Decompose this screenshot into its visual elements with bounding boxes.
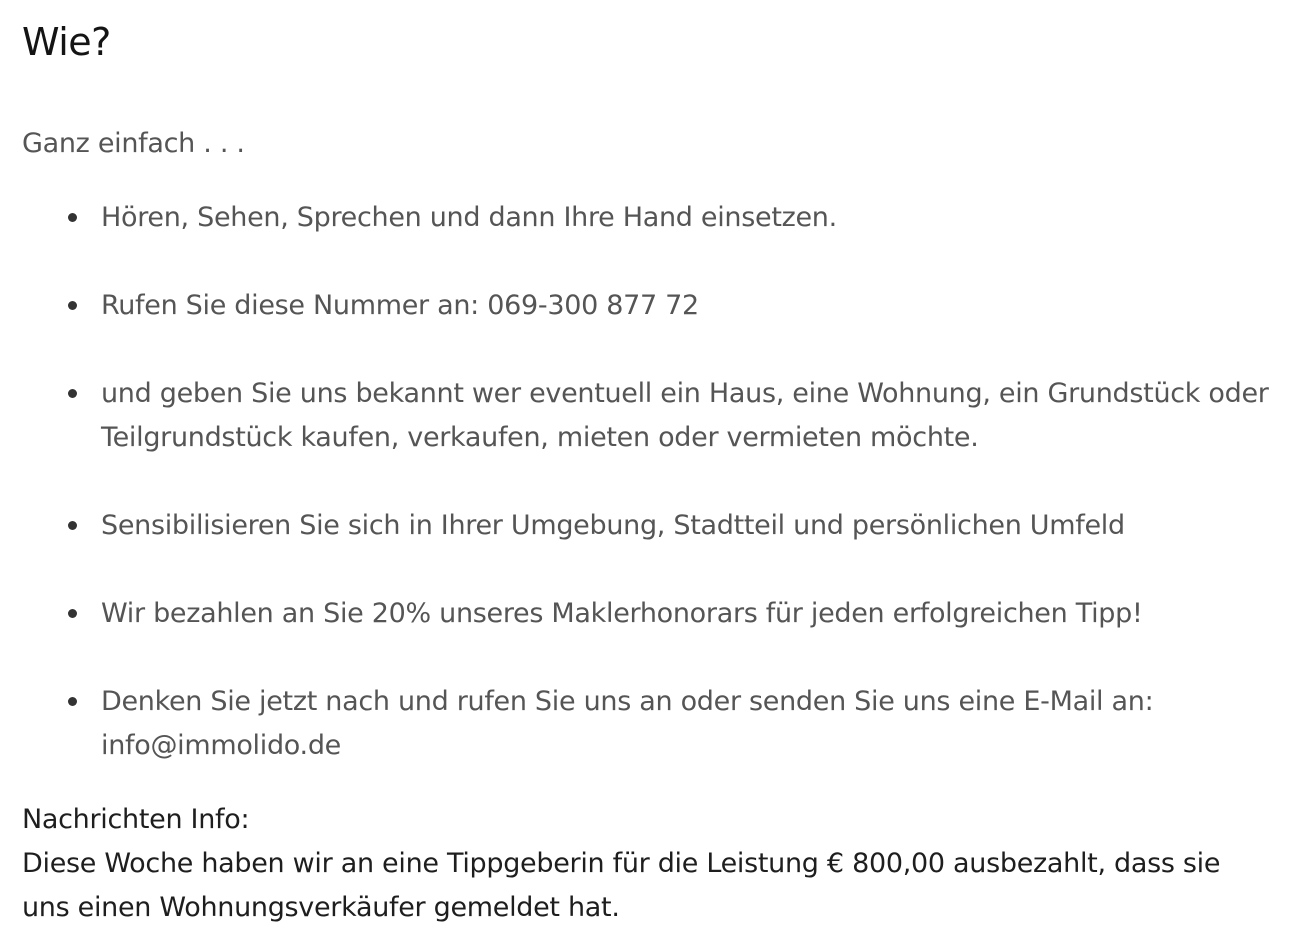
list-item — [22, 592, 1272, 636]
bullet-icon — [68, 389, 77, 398]
bullet-icon — [68, 213, 77, 222]
list-item — [22, 504, 1272, 548]
bullet-icon — [68, 697, 77, 706]
bullet-icon — [68, 609, 77, 618]
section-heading: Wie? — [22, 20, 111, 64]
list-item — [22, 284, 1272, 328]
news-info — [22, 798, 1272, 930]
news-text: Diese Woche haben wir an eine Tippgeberin für die Leistung € 800,00 ausbezahlt, dass sie uns einen Wohnungsverkäufer gemeldet hat. — [22, 848, 1221, 923]
bullet-icon — [68, 301, 77, 310]
list-item — [22, 196, 1272, 240]
list-item-text: Sensibilisieren Sie sich in Ihrer Umgebung, Stadtteil und persönlichen Umfeld — [101, 510, 1125, 541]
steps-list — [22, 196, 1272, 812]
list-item-text: Rufen Sie diese Nummer an: 069-300 877 72 — [101, 290, 699, 321]
bullet-icon — [68, 521, 77, 530]
list-item-text: Denken Sie jetzt nach und rufen Sie uns an oder senden Sie uns eine E-Mail an: info@immolido.de — [101, 686, 1154, 761]
list-item — [22, 372, 1272, 460]
intro-text: Ganz einfach . . . — [22, 128, 245, 159]
list-item — [22, 680, 1272, 768]
list-item-text: Hören, Sehen, Sprechen und dann Ihre Hand einsetzen. — [101, 202, 837, 233]
news-label: Nachrichten Info: — [22, 804, 250, 835]
list-item-text: Wir bezahlen an Sie 20% unseres Maklerhonorars für jeden erfolgreichen Tipp! — [101, 598, 1143, 629]
list-item-text: und geben Sie uns bekannt wer eventuell ein Haus, eine Wohnung, ein Grundstück oder Teilgrundstück kaufen, verkaufen, mieten oder vermieten möchte. — [101, 378, 1269, 453]
